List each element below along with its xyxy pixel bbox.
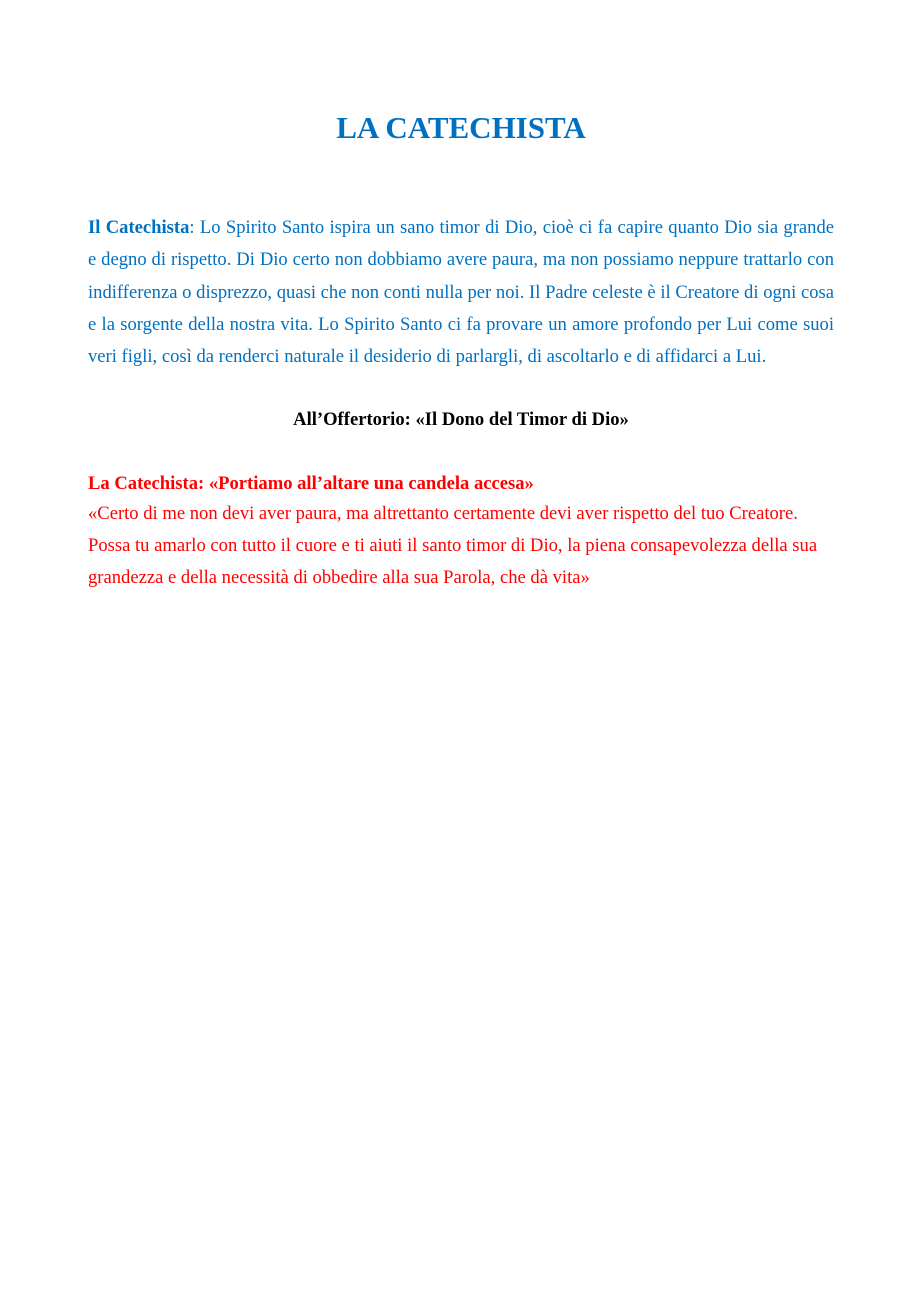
document-title: LA CATECHISTA xyxy=(336,110,586,145)
offering-block xyxy=(88,470,848,594)
intro-speaker: Il Catechista xyxy=(88,217,190,238)
intro-text: : Lo Spirito Santo ispira un sano timor di Dio, cioè ci fa capire quanto Dio sia grande e degno di rispetto. Di Dio certo non dobbiamo avere paura, ma non possiamo neppure trattarlo con indifferenza o disprezzo, quasi che non conti nulla per noi. Il Padre celeste è il Creatore di ogni cosa e la sorgente della nostra vita. Lo Spirito Santo ci fa provare un amore profondo per Lui come suoi veri figli, così da renderci naturale il desiderio di parlargli, di ascoltarlo e di affidarci a Lui. xyxy=(88,217,834,368)
intro-paragraph xyxy=(88,212,834,373)
offering-line-2: Possa tu amarlo con tutto il cuore e ti aiuti il santo timor di Dio, la piena consapevolezza della sua grandezza e della necessità di obbedire alla sua Parola, che dà vita» xyxy=(88,535,818,588)
offertory-heading: All’Offertorio: «Il Dono del Timor di Dio» xyxy=(293,409,629,430)
offering-heading: La Catechista: «Portiamo all’altare una candela accesa» xyxy=(88,473,534,494)
offering-line-1: «Certo di me non devi aver paura, ma altrettanto certamente devi aver rispetto del tuo Creatore. xyxy=(88,503,798,524)
